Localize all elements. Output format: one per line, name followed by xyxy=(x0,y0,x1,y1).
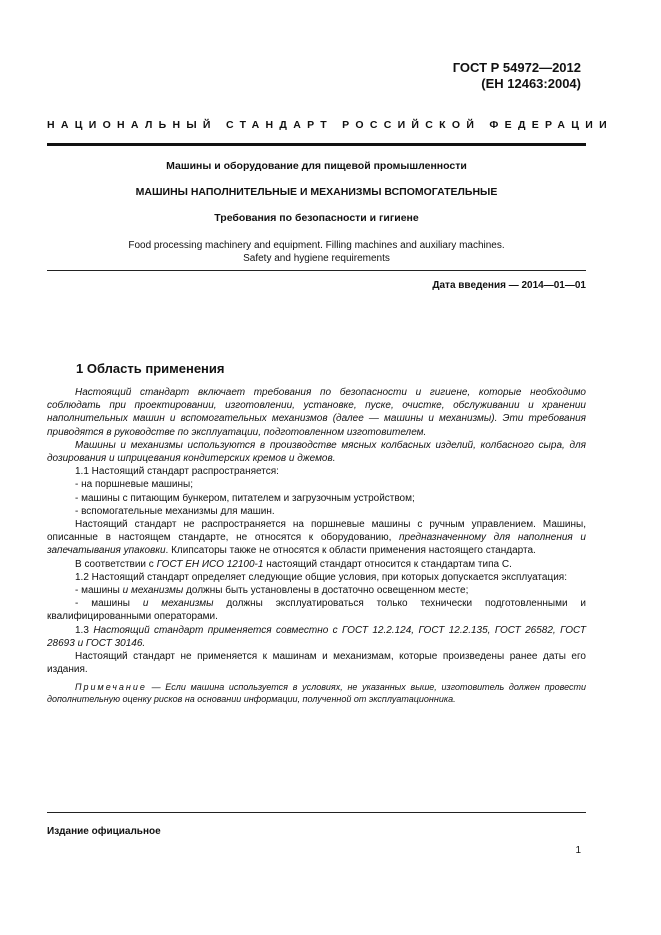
text-run: должны эксплуатироваться только технически подготовленными и квалифицированными операторами. xyxy=(47,598,586,623)
text-run: - машины xyxy=(75,598,143,610)
text-run: Настоящий стандарт не распространяется на поршневые машины с ручным управлением. Машины, описанные в настоящем стандарте, не относятся к оборудованию, xyxy=(47,519,586,544)
en-number: (ЕН 12463:2004) xyxy=(481,76,581,91)
paragraph-type-c xyxy=(47,558,586,571)
text-run: . Клипсаторы также не относятся к области применения настоящего стандарта. xyxy=(165,545,536,557)
list-item: - машины с питающим бункером, питателем и загрузочным устройством; xyxy=(75,492,415,504)
note-text: — Если машина используется в условиях, не указанных выше, изготовитель должен провести дополнительную оценку рисков на основании информации, полученной от эксплуатационника. xyxy=(47,682,586,705)
paragraph-1-1: 1.1 Настоящий стандарт распространяется: xyxy=(75,466,279,478)
list-item: - вспомогательные механизмы для машин. xyxy=(75,505,275,517)
list-item xyxy=(47,584,586,597)
paragraph-exclusion xyxy=(47,518,586,558)
note-label: Примечание xyxy=(75,682,147,693)
national-standard-heading: НАЦИОНАЛЬНЫЙ СТАНДАРТ РОССИЙСКОЙ ФЕДЕРАЦИИ xyxy=(47,119,613,131)
document-title: МАШИНЫ НАПОЛНИТЕЛЬНЫЕ И МЕХАНИЗМЫ ВСПОМОГАТЕЛЬНЫЕ xyxy=(135,186,498,198)
note xyxy=(47,681,586,705)
list-item xyxy=(47,597,586,623)
footer-divider xyxy=(47,812,586,813)
paragraph-1-3 xyxy=(47,624,586,650)
title-divider xyxy=(47,270,586,271)
english-title-line-2: Safety and hygiene requirements xyxy=(243,253,390,264)
text-run-italic: Настоящий стандарт применяется совместно с ГОСТ 12.2.124, ГОСТ 12.2.135, ГОСТ 26582, ГОСТ 28693 и ГОСТ 30146. xyxy=(47,624,586,649)
english-title-line-1: Food processing machinery and equipment. Filling machines and auxiliary machines. xyxy=(128,240,505,251)
paragraph-1-2: 1.2 Настоящий стандарт определяет следующие общие условия, при которых допускается эксплуатация: xyxy=(75,571,567,583)
text-run: - машины xyxy=(75,585,123,597)
paragraph-intro-1: Настоящий стандарт включает требования по безопасности и гигиене, которые необходимо соблюдать при проектировании, изготовлении, установке, пуске, очистке, обслуживании и хранении наполнительных машин и вспомогательных механизмов (далее — машины и механизмы). Эти требования приводятся в руководстве по эксплуатации, подготовленном изготовителем. xyxy=(47,387,586,438)
document-designation xyxy=(453,60,581,92)
text-run-italic: предназначенному для наполнения и запечатывания упаковки xyxy=(47,532,586,557)
document-subtitle: Машины и оборудование для пищевой промышленности xyxy=(166,160,467,172)
edition-label: Издание официальное xyxy=(47,826,161,837)
paragraph-last: Настоящий стандарт не применяется к машинам и механизмам, которые произведены ранее даты его издания. xyxy=(47,651,586,676)
introduction-date: Дата введения — 2014—01—01 xyxy=(432,280,586,291)
text-run: В соответствии с xyxy=(75,558,157,570)
document-requirements-title: Требования по безопасности и гигиене xyxy=(214,212,419,224)
english-title xyxy=(47,239,586,265)
paragraph-intro-2: Машины и механизмы используются в производстве мясных колбасных изделий, колбасного сыра, для дозирования и шприцевания кондитерских кремов и джемов. xyxy=(47,439,586,465)
list-item: - на поршневые машины; xyxy=(75,479,193,491)
text-run-italic: и механизмы xyxy=(122,585,184,597)
page-number: 1 xyxy=(575,845,581,856)
text-run: 1.3 xyxy=(75,624,94,636)
section-body xyxy=(47,386,586,705)
gost-number: ГОСТ Р 54972—2012 xyxy=(452,60,581,75)
text-run-italic: и механизмы xyxy=(142,598,214,610)
text-run: должны быть установлены в достаточно освещенном месте; xyxy=(183,585,469,597)
header-divider xyxy=(47,143,586,146)
text-run: настоящий стандарт относится к стандартам типа С. xyxy=(263,558,512,570)
standard-reference: ГОСТ ЕН ИСО 12100-1 xyxy=(156,558,264,570)
section-title: 1 Область применения xyxy=(76,361,225,376)
